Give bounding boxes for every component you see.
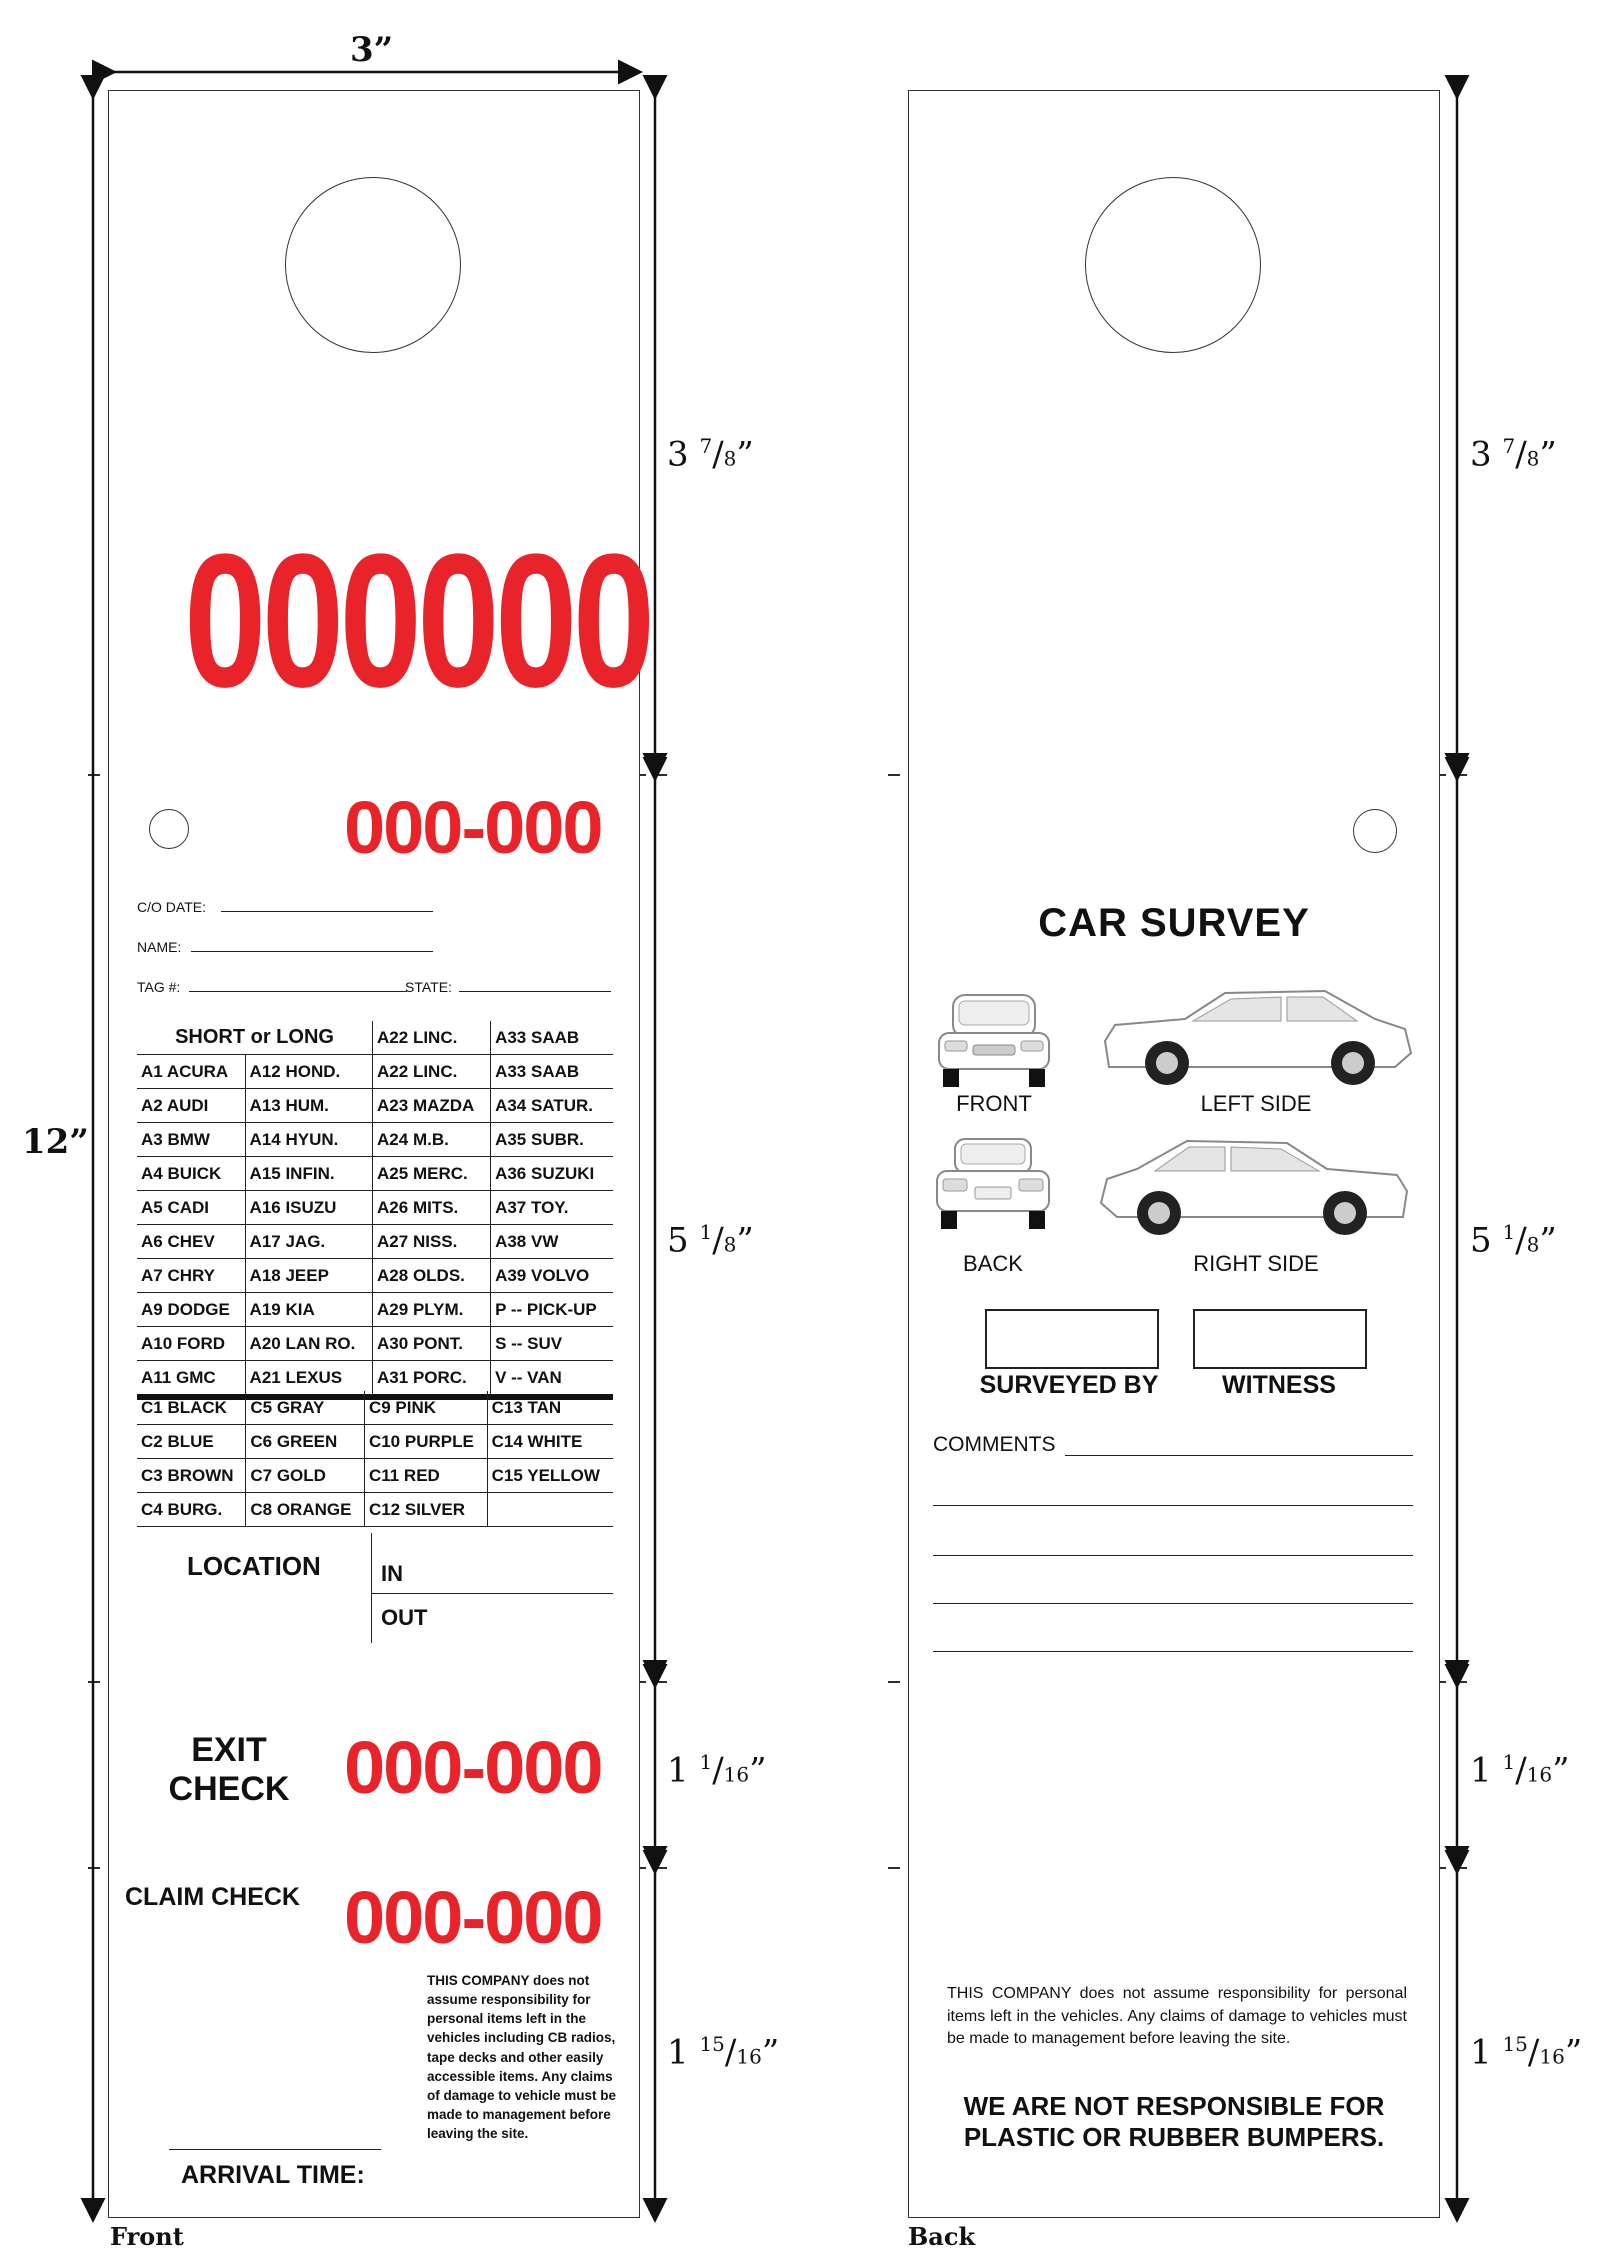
table-cell: C2 BLUE <box>137 1425 246 1459</box>
back-caption: Back <box>908 2222 976 2251</box>
bumper-notice-line-2: PLASTIC OR RUBBER BUMPERS. <box>963 2122 1385 2153</box>
table-row <box>137 1157 613 1191</box>
exit-line-1: EXIT <box>191 1731 267 1769</box>
stub-number: 000-000 <box>344 786 602 869</box>
table-cell: C8 ORANGE <box>246 1493 365 1527</box>
table-cell: A18 JEEP <box>245 1259 372 1293</box>
stub-hole <box>149 809 189 849</box>
table-cell: C13 TAN <box>487 1391 613 1425</box>
stub-hole <box>1353 809 1397 853</box>
comments-line[interactable] <box>933 1651 1413 1652</box>
table-row <box>137 1391 613 1425</box>
table-row <box>137 1293 613 1327</box>
table-cell: A12 HOND. <box>245 1055 372 1089</box>
in-label: IN <box>381 1561 403 1586</box>
table-cell <box>487 1493 613 1527</box>
arrival-time-label: ARRIVAL TIME: <box>181 2161 365 2189</box>
name-line[interactable] <box>191 951 433 952</box>
table-cell: A22 LINC. <box>373 1055 491 1089</box>
vehicle-code-table <box>137 1021 613 1400</box>
table-cell: C1 BLACK <box>137 1391 246 1425</box>
table-cell: A38 VW <box>491 1225 613 1259</box>
dim-section-4-back: 1 $^{15}$/16” <box>1470 2032 1583 2073</box>
in-line[interactable] <box>371 1593 613 1594</box>
table-cell: A7 CHRY <box>137 1259 245 1293</box>
table-cell: A27 NISS. <box>373 1225 491 1259</box>
table-cell: A2 AUDI <box>137 1089 245 1123</box>
table-cell: S -- SUV <box>491 1327 613 1361</box>
comments-line[interactable] <box>933 1555 1413 1556</box>
table-cell: A19 KIA <box>245 1293 372 1327</box>
comments-line[interactable] <box>1065 1455 1413 1456</box>
table-row <box>137 1493 613 1527</box>
table-cell: A11 GMC <box>137 1361 245 1398</box>
table-cell: C12 SILVER <box>364 1493 487 1527</box>
table-cell: A39 VOLVO <box>491 1259 613 1293</box>
dim-section-1-back: 3 $^7$/8” <box>1470 434 1557 475</box>
table-cell: A22 LINC. <box>373 1021 491 1055</box>
comments-line[interactable] <box>933 1603 1413 1604</box>
state-line[interactable] <box>459 991 611 992</box>
bumper-notice-line-1: WE ARE NOT RESPONSIBLE FOR <box>963 2091 1385 2121</box>
witness-label: WITNESS <box>1222 1371 1336 1399</box>
tag-label: TAG #: <box>137 979 181 995</box>
table-cell: A3 BMW <box>137 1123 245 1157</box>
table-cell: C4 BURG. <box>137 1493 246 1527</box>
table-cell: A4 BUICK <box>137 1157 245 1191</box>
table-cell: C10 PURPLE <box>364 1425 487 1459</box>
view-label-back: BACK <box>963 1251 1023 1276</box>
table-cell: A14 HYUN. <box>245 1123 372 1157</box>
hang-hole <box>1085 177 1261 353</box>
table-cell: A17 JAG. <box>245 1225 372 1259</box>
exit-check-label <box>129 1731 329 1809</box>
table-cell: A33 SAAB <box>491 1055 613 1089</box>
height-label: 12” <box>22 1122 89 1162</box>
car-back-view-icon <box>933 1131 1053 1231</box>
tag-line[interactable] <box>189 991 407 992</box>
location-label: LOCATION <box>187 1551 321 1581</box>
table-cell: C9 PINK <box>364 1391 487 1425</box>
table-row <box>137 1259 613 1293</box>
car-right-side-icon <box>1095 1131 1417 1239</box>
table-cell: A25 MERC. <box>373 1157 491 1191</box>
surveyed-by-label: SURVEYED BY <box>979 1371 1159 1399</box>
dim-section-3-front: 1 $^1$/16” <box>667 1750 767 1791</box>
comments-label: COMMENTS <box>933 1433 1056 1456</box>
table-cell: A33 SAAB <box>491 1021 613 1055</box>
table-row <box>137 1191 613 1225</box>
table-row <box>137 1123 613 1157</box>
name-label: NAME: <box>137 939 182 955</box>
width-label: 3” <box>350 30 394 70</box>
color-code-table <box>137 1391 613 1527</box>
out-label: OUT <box>381 1605 428 1630</box>
view-label-right-side: RIGHT SIDE <box>1193 1251 1319 1276</box>
state-label: STATE: <box>405 979 452 995</box>
dim-section-2-front: 5 $^1$/8” <box>667 1220 754 1261</box>
table-cell: A13 HUM. <box>245 1089 372 1123</box>
table-cell: A34 SATUR. <box>491 1089 613 1123</box>
location-divider <box>371 1533 372 1643</box>
table-cell: A28 OLDS. <box>373 1259 491 1293</box>
car-left-side-icon <box>1095 981 1417 1089</box>
table-cell: C5 GRAY <box>246 1391 365 1425</box>
back-tag <box>908 90 1440 2218</box>
table-cell: A20 LAN RO. <box>245 1327 372 1361</box>
table-cell: C11 RED <box>364 1459 487 1493</box>
comments-line[interactable] <box>933 1505 1413 1506</box>
table-row <box>137 1089 613 1123</box>
table-cell: C14 WHITE <box>487 1425 613 1459</box>
table-cell: A23 MAZDA <box>373 1089 491 1123</box>
table-row <box>137 1459 613 1493</box>
exit-line-2: CHECK <box>168 1770 290 1809</box>
claim-check-label: CLAIM CHECK <box>125 1883 300 1911</box>
table-cell: A16 ISUZU <box>245 1191 372 1225</box>
table-row <box>137 1425 613 1459</box>
dim-section-4-front: 1 $^{15}$/16” <box>667 2032 780 2073</box>
table-cell: A1 ACURA <box>137 1055 245 1089</box>
front-caption: Front <box>110 2222 184 2251</box>
table-cell: A24 M.B. <box>373 1123 491 1157</box>
surveyed-by-box[interactable] <box>985 1309 1159 1369</box>
table-cell: A29 PLYM. <box>373 1293 491 1327</box>
table-header: SHORT or LONG <box>137 1021 373 1055</box>
table-cell: C7 GOLD <box>246 1459 365 1493</box>
table-row <box>137 1327 613 1361</box>
dim-section-2-back: 5 $^1$/8” <box>1470 1220 1557 1261</box>
back-disclaimer: THIS COMPANY does not assume responsibility for personal items left in the vehicles. Any claims of damage to vehicles must be made to management before leaving the site. <box>947 1985 1407 2048</box>
dim-section-1-front: 3 $^7$/8” <box>667 434 754 475</box>
front-tag <box>108 90 651 2218</box>
table-cell: P -- PICK-UP <box>491 1293 613 1327</box>
big-ticket-number: 000000 <box>184 515 651 727</box>
table-cell: A21 LEXUS <box>245 1361 372 1398</box>
view-label-left-side: LEFT SIDE <box>1200 1091 1312 1116</box>
table-cell: A35 SUBR. <box>491 1123 613 1157</box>
exit-number: 000-000 <box>344 1726 602 1809</box>
table-cell: A31 PORC. <box>373 1361 491 1398</box>
table-cell: C6 GREEN <box>246 1425 365 1459</box>
car-survey-title: CAR SURVEY <box>1038 901 1310 945</box>
table-cell: V -- VAN <box>491 1361 613 1398</box>
hang-hole <box>285 177 461 353</box>
co-date-label: C/O DATE: <box>137 899 206 915</box>
table-row <box>137 1225 613 1259</box>
claim-number: 000-000 <box>344 1876 602 1959</box>
front-disclaimer: THIS COMPANY does not assume responsibility for personal items left in the vehicles including CB radios, tape decks and other easily accessible items. Any claims of damage to vehicle must be made to management before leaving the site. <box>427 1973 617 2142</box>
table-cell: A6 CHEV <box>137 1225 245 1259</box>
view-label-front: FRONT <box>956 1091 1032 1116</box>
table-cell: A26 MITS. <box>373 1191 491 1225</box>
table-cell: A36 SUZUKI <box>491 1157 613 1191</box>
table-cell: A37 TOY. <box>491 1191 613 1225</box>
table-row <box>137 1055 613 1089</box>
dim-section-3-back: 1 $^1$/16” <box>1470 1750 1570 1791</box>
arrival-time-line[interactable] <box>169 2149 381 2150</box>
bumper-notice <box>909 2091 1439 2153</box>
table-row <box>137 1021 613 1055</box>
co-date-line[interactable] <box>221 911 433 912</box>
table-cell: C15 YELLOW <box>487 1459 613 1493</box>
table-cell: A9 DODGE <box>137 1293 245 1327</box>
table-cell: A10 FORD <box>137 1327 245 1361</box>
witness-box[interactable] <box>1193 1309 1367 1369</box>
table-cell: A15 INFIN. <box>245 1157 372 1191</box>
table-cell: A30 PONT. <box>373 1327 491 1361</box>
table-cell: C3 BROWN <box>137 1459 246 1493</box>
car-front-view-icon <box>935 989 1053 1089</box>
table-cell: A5 CADI <box>137 1191 245 1225</box>
